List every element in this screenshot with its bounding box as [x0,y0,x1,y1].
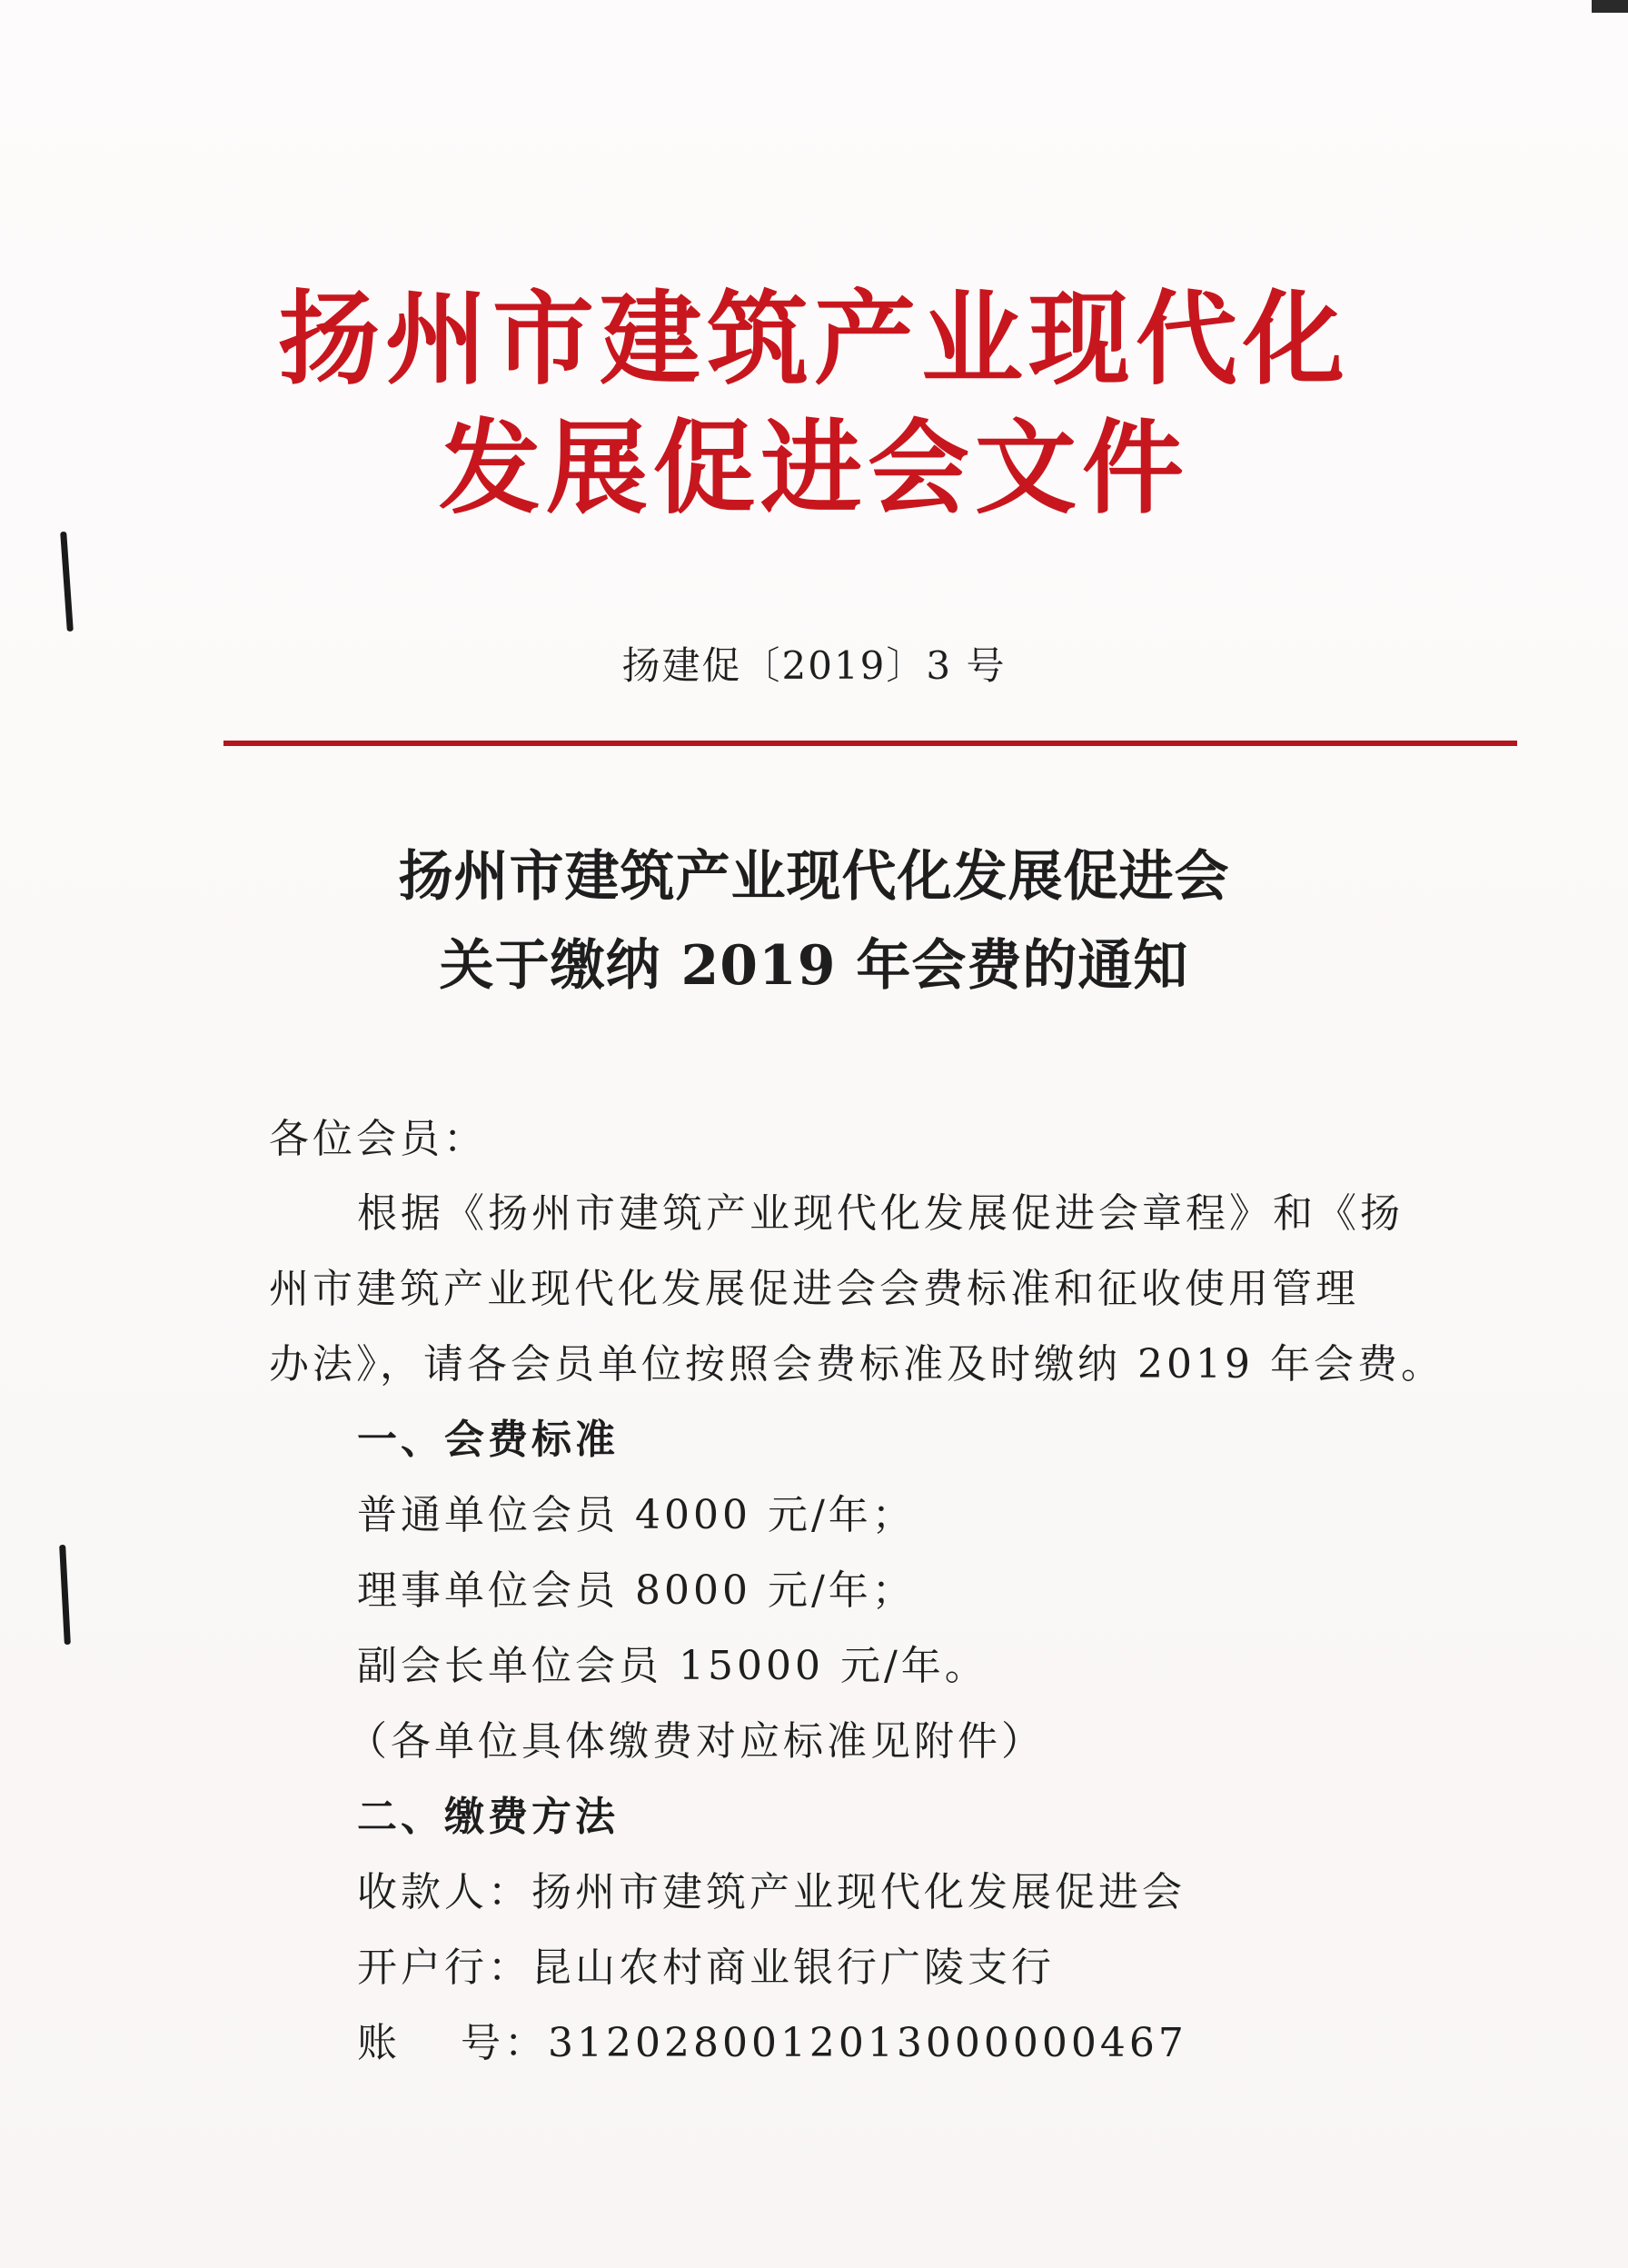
fee-general-member: 普通单位会员 4000 元/年； [357,1492,916,1538]
header-title-line1: 扬州市建筑产业现代化 [278,280,1350,399]
notice-title-line1: 扬州市建筑产业现代化发展促进会 [398,845,1230,909]
salutation: 各位会员： [269,1116,487,1162]
account-line: 账 号：3120280012013000000467 [357,2020,1187,2066]
fee-director-member: 理事单位会员 8000 元/年； [357,1567,916,1614]
paragraph1-line1: 根据《扬州市建筑产业现代化发展促进会章程》和《扬 [357,1190,1404,1237]
bank-line: 开户行：昆山农村商业银行广陵支行 [357,1945,1055,1991]
document-number: 扬建促〔2019〕3 号 [621,643,1007,688]
fee-vice-president-member: 副会长单位会员 15000 元/年。 [357,1643,988,1689]
scan-corner-shadow [1592,0,1628,13]
paragraph1-line3: 办法》，请各会员单位按照会费标准及时缴纳 2019 年会费。 [269,1341,1444,1388]
payee-line: 收款人：扬州市建筑产业现代化发展促进会 [357,1869,1186,1915]
header-title-line2: 发展促进会文件 [439,409,1189,528]
red-divider-rule [223,741,1517,746]
fee-note: （各单位具体缴费对应标准见附件） [347,1718,1045,1765]
section1-heading: 一、会费标准 [357,1417,619,1463]
section2-heading: 二、缴费方法 [357,1794,619,1840]
binding-mark-top [60,532,74,632]
binding-mark-bottom [59,1545,71,1645]
notice-title-line2: 关于缴纳 2019 年会费的通知 [439,934,1189,998]
paragraph1-line2: 州市建筑产业现代化发展促进会会费标准和征收使用管理 [269,1266,1359,1312]
